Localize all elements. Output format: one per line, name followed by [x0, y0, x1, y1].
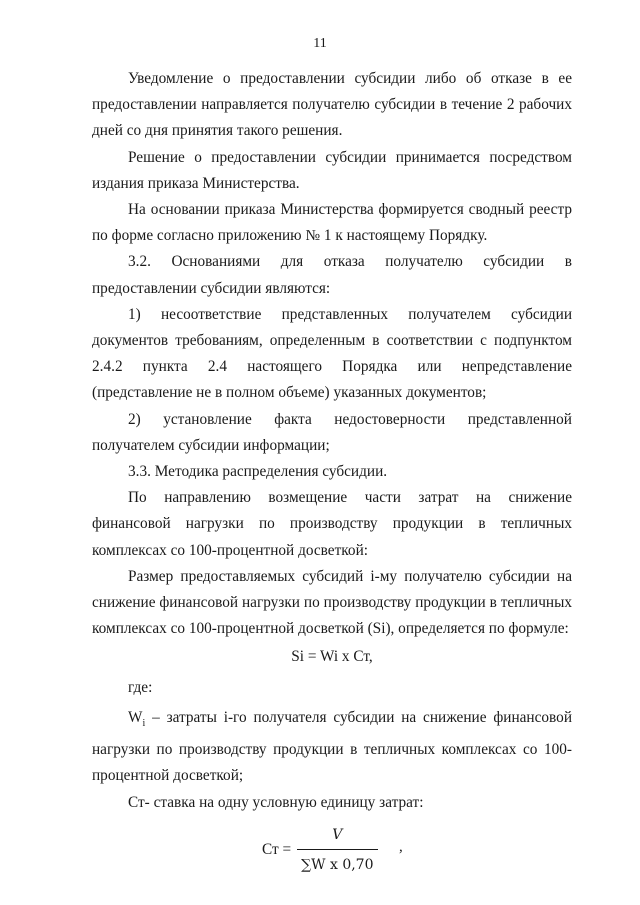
page-number: 11	[313, 36, 327, 51]
fraction-numerator: V	[332, 826, 343, 843]
paragraph-subsidy-size: Размер предоставляемых субсидий i-му получателю субсидии на снижение финансовой нагрузки по производству продукции в тепличных комплексах со 100-процентной досветкой (Si), определяется по формуле:	[92, 567, 572, 638]
rate-lhs: Ст =	[262, 840, 292, 858]
formula-si: Si = Wi x Ст,	[291, 648, 373, 666]
paragraph-item-2: 2) установление факта недостоверности представленной получателем субсидии информации;	[92, 410, 572, 454]
wi-subscript: i	[142, 717, 146, 729]
formula-rate	[92, 820, 572, 880]
rate-fraction	[262, 822, 378, 878]
paragraph-refusal-grounds: 3.2. Основаниями для отказа получателю субсидии в предоставлении субсидии являются:	[92, 253, 572, 297]
paragraph-where: где:	[128, 678, 153, 696]
paragraph-direction: По направлению возмещение части затрат на снижение финансовой нагрузки по производству продукции в тепличных комплексах со 100-процентной досветкой:	[92, 489, 572, 559]
paragraph-wi-definition	[92, 705, 572, 790]
fraction	[297, 822, 377, 878]
paragraph-item-1: 1) несоответствие представленных получателем субсидии документов требованиям, определенным в соответствии с подпунктом 2.4.2 пункта 2.4 настоящего Порядка или непредставление (представление не в полном объеме) указанных документов;	[92, 305, 572, 402]
fraction-denominator: ∑W x 0,70	[297, 849, 377, 878]
wi-definition-text: – затраты i-го получателя субсидии на снижение финансовой нагрузки по производству продукции в тепличных комплексах со 100-процентной досветкой;	[92, 708, 572, 785]
paragraph-rate: Ст- ставка на одну условную единицу затрат:	[128, 793, 424, 811]
wi-symbol: W	[128, 708, 143, 726]
formula-trailing-comma: ,	[399, 838, 403, 855]
paragraph-registry: На основании приказа Министерства формируется сводный реестр по форме согласно приложению № 1 к настоящему Порядку.	[92, 201, 572, 245]
paragraph-notification: Уведомление о предоставлении субсидии либо об отказе в ее предоставлении направляется получателю субсидии в течение 2 рабочих дней со дня принятия такого решения.	[92, 70, 572, 140]
paragraph-methodology-heading: 3.3. Методика распределения субсидии.	[128, 463, 388, 481]
document-body	[92, 66, 572, 880]
paragraph-decision: Решение о предоставлении субсидии принимается посредством издания приказа Министерства.	[92, 148, 572, 192]
